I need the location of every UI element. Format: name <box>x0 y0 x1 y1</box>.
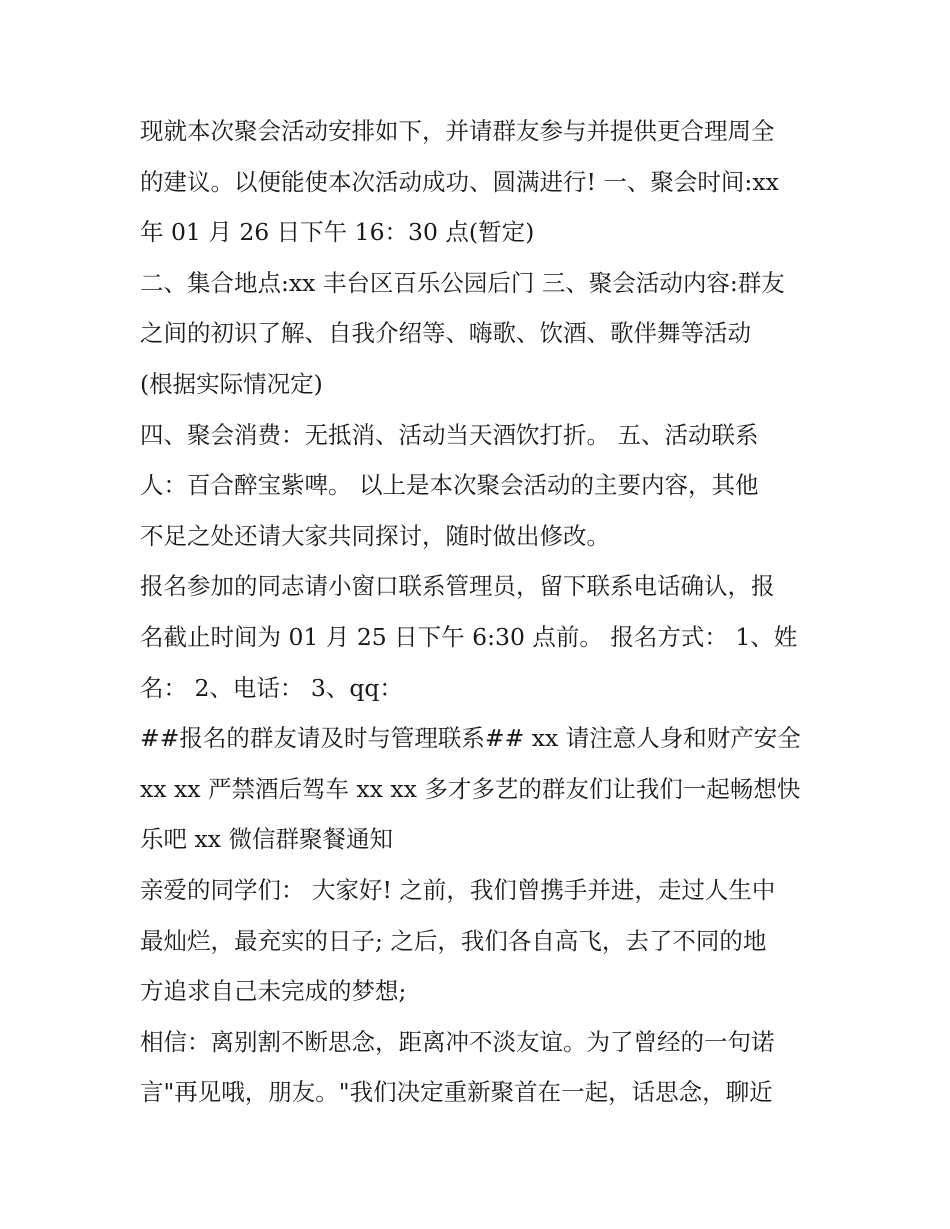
text-line: 不足之处还请大家共同探讨，随时做出修改。 <box>140 521 610 550</box>
text-line: 二、集合地点:xx 丰台区百乐公园后门 三、聚会活动内容:群友 <box>140 268 785 297</box>
text-line: 人：百合醉宝紫啤。 以上是本次聚会活动的主要内容，其他 <box>140 471 759 500</box>
document-body <box>140 106 830 1118</box>
text-line: 方追求自己未完成的梦想; <box>140 977 407 1006</box>
text-line: 现就本次聚会活动安排如下，并请群友参与并提供更合理周全 <box>140 117 775 145</box>
text-line: 年 01 月 26 日下午 16：30 点(暂定) <box>140 218 535 247</box>
text-line: 名截止时间为 01 月 25 日下午 6:30 点前。 报名方式： 1、姓 <box>140 622 798 651</box>
text-line: 名： 2、电话： 3、qq： <box>140 673 403 702</box>
text-line: 相信：离别割不断思念，距离冲不淡友谊。为了曾经的一句诺 <box>140 1027 775 1056</box>
text-line: 四、聚会消费：无抵消、活动当天酒饮打折。 五、活动联系 <box>140 420 759 449</box>
text-line: 乐吧 xx 微信群聚餐通知 <box>140 825 393 854</box>
text-line: 最灿烂，最充实的日子; 之后，我们各自高飞，去了不同的地 <box>140 926 767 955</box>
text-line: xx xx 严禁酒后驾车 xx xx 多才多艺的群友们让我们一起畅想快 <box>140 774 801 803</box>
text-line: 亲爱的同学们： 大家好! 之前，我们曾携手并进，走过人生中 <box>140 875 776 904</box>
text-line: 报名参加的同志请小窗口联系管理员，留下联系电话确认，报 <box>140 572 775 601</box>
text-line: 之间的初识了解、自我介绍等、嗨歌、饮酒、歌伴舞等活动 <box>140 319 751 348</box>
text-line: ##报名的群友请及时与管理联系## xx 请注意人身和财产安全 <box>140 724 801 753</box>
text-line: 言"再见哦，朋友。"我们决定重新聚首在一起，话思念，聊近 <box>140 1078 773 1107</box>
text-line: 的建议。以便能使本次活动成功、圆满进行! 一、聚会时间:xx <box>140 167 779 196</box>
text-line: (根据实际情况定) <box>140 369 323 398</box>
